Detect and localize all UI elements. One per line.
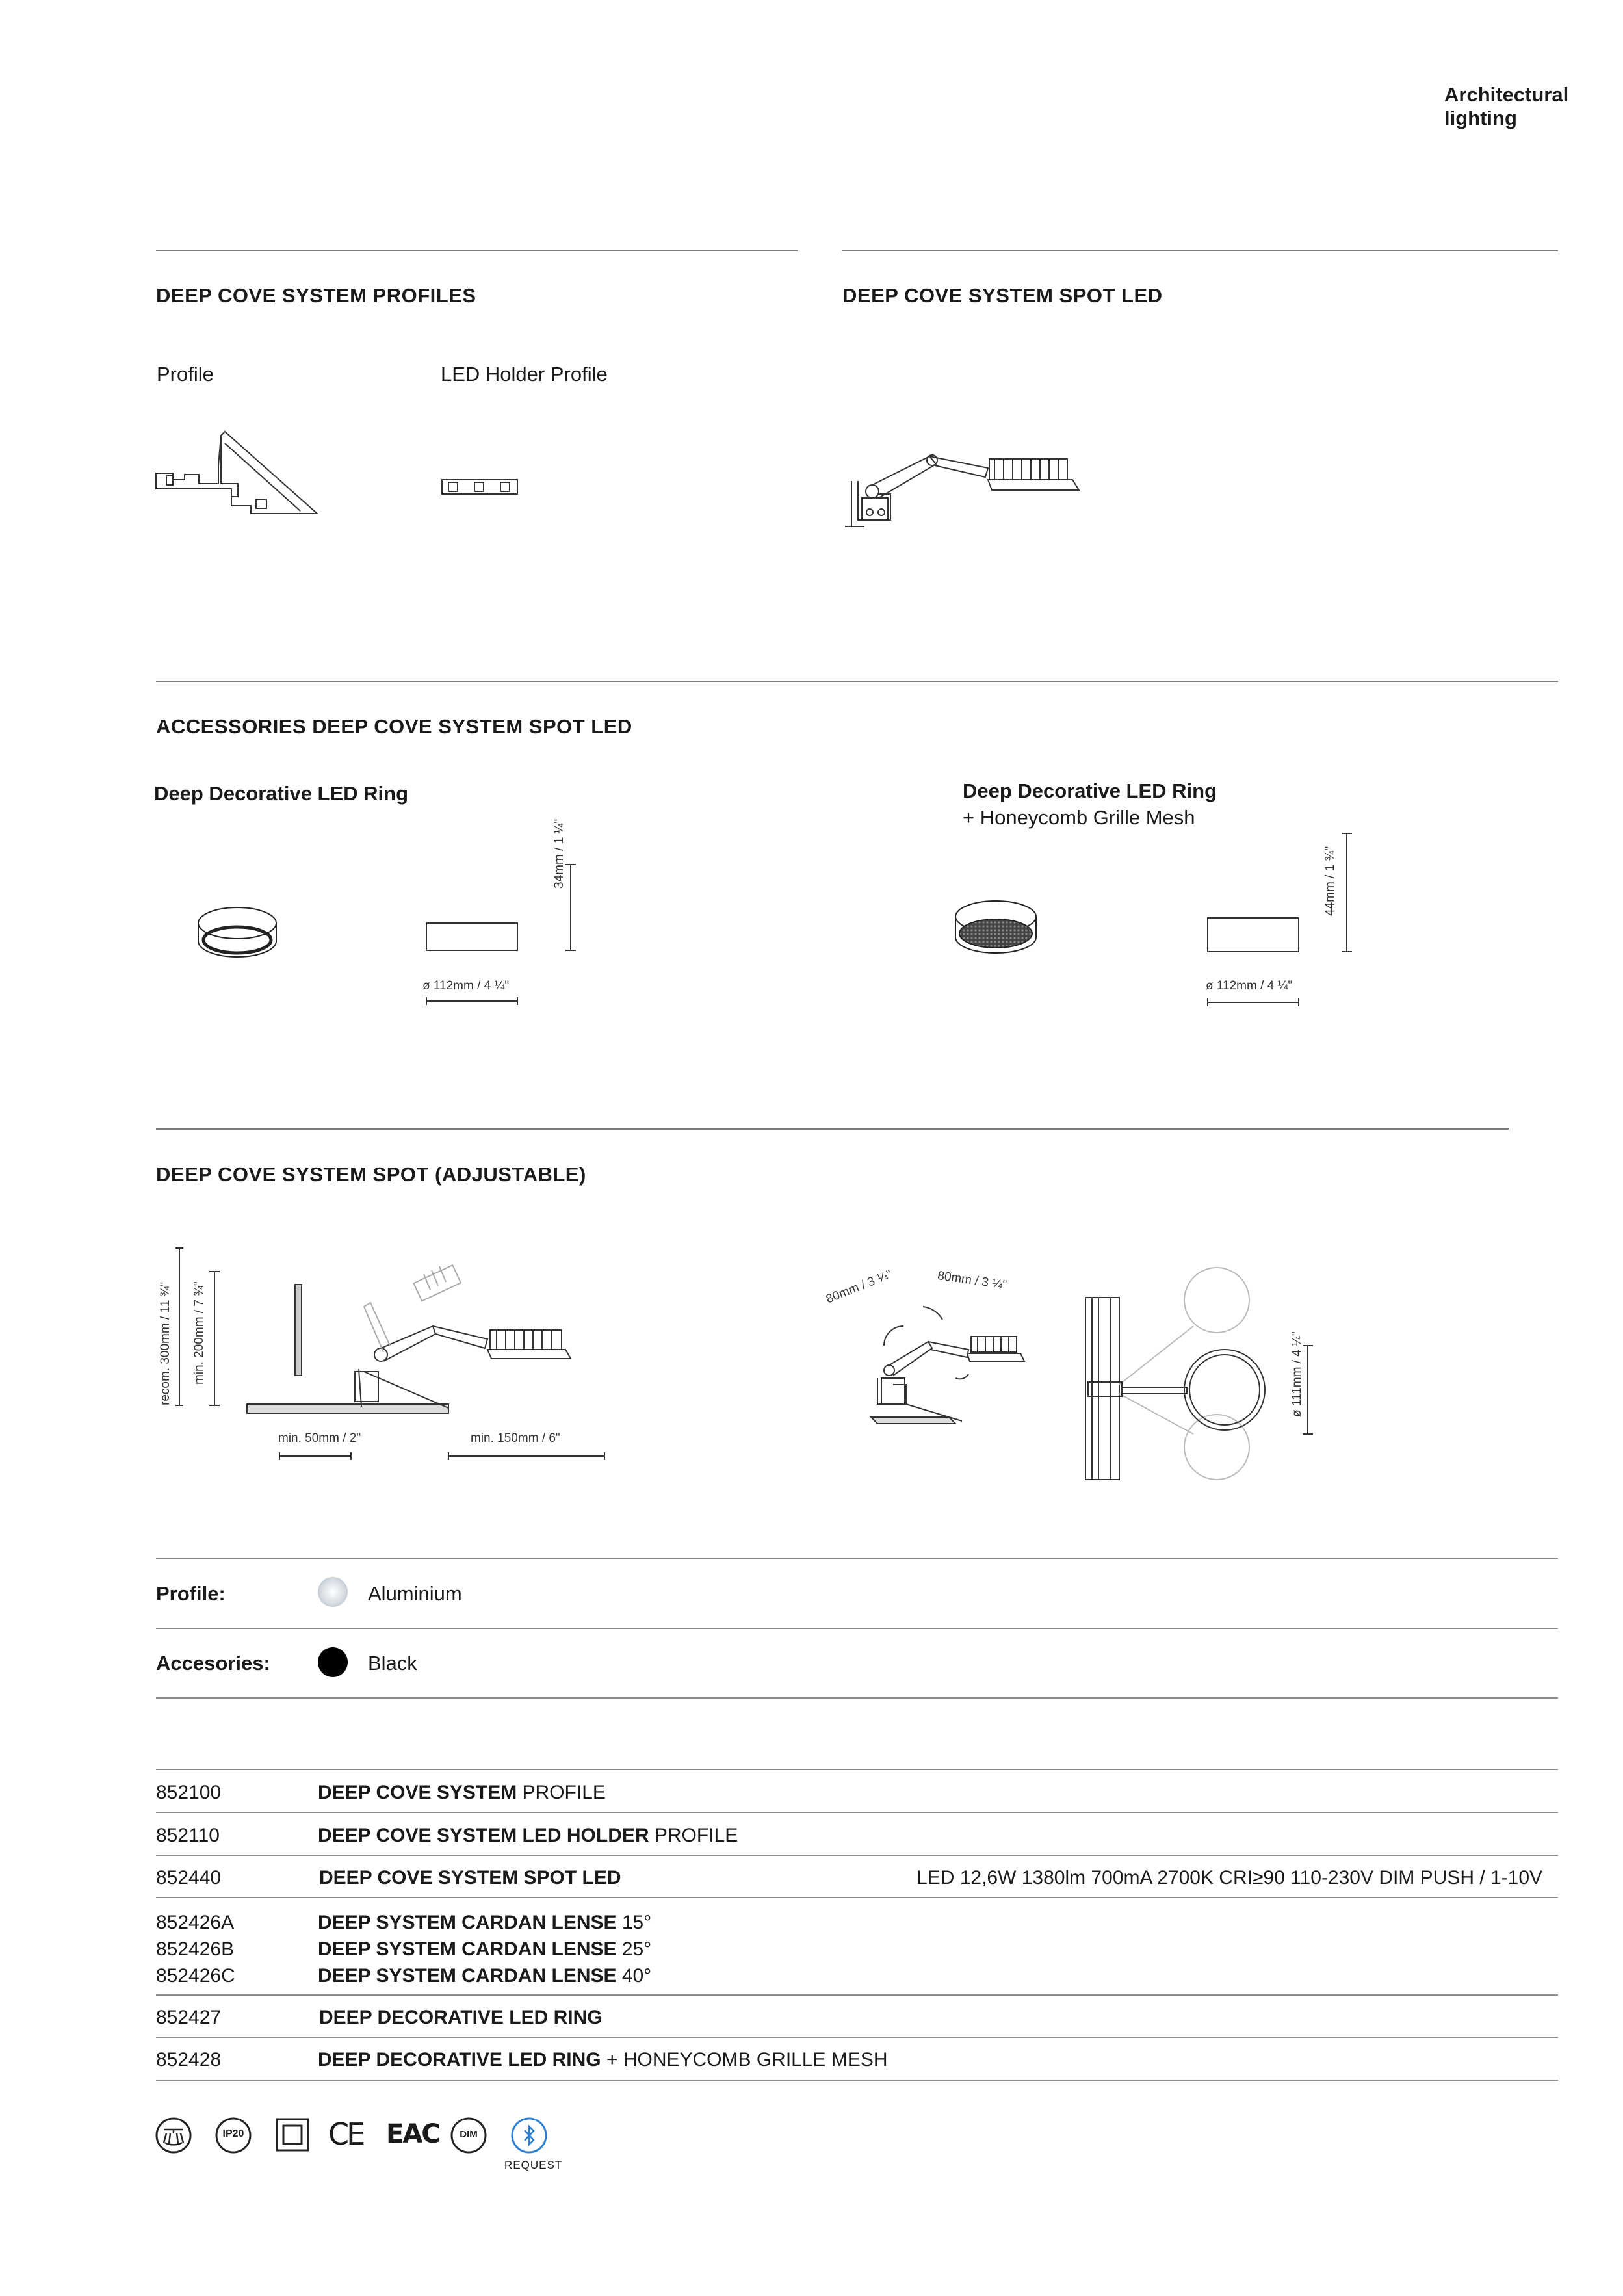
product-spec: LED 12,6W 1380lm 700mA 2700K CRI≥90 110-230V DIM PUSH / 1-10V — [916, 1867, 1543, 1888]
aluminium-swatch — [318, 1577, 348, 1607]
beam-angle-icon — [155, 2117, 192, 2154]
ce-mark-icon: CE — [328, 2117, 363, 2152]
divider-spot-led — [842, 250, 1558, 251]
min200-dim: min. 200mm / 7 ¾" — [192, 1281, 206, 1385]
recom-dim: recom. 300mm / 11 ¾" — [159, 1281, 172, 1405]
product-name: DEEP DECORATIVE LED RING + HONEYCOMB GRILLE MESH — [318, 2049, 888, 2070]
black-swatch — [318, 1647, 348, 1677]
min150-dim: min. 150mm / 6" — [471, 1431, 560, 1445]
product-code: 852427 — [156, 2007, 222, 2028]
ring-mesh-subtitle: + Honeycomb Grille Mesh — [963, 806, 1195, 829]
eac-mark-icon: EAC — [386, 2119, 439, 2149]
divider-finishes-top — [156, 1558, 1558, 1559]
finish-accessories-value: Black — [368, 1652, 417, 1675]
product-name: DEEP DECORATIVE LED RING — [319, 2007, 603, 2028]
finish-profile-value: Aluminium — [368, 1582, 462, 1605]
dim-label: DIM — [460, 2129, 478, 2140]
decorative-ring-drawing — [195, 904, 279, 962]
divider-adjustable — [156, 1128, 1509, 1130]
brand-line-1: Architectural — [1444, 83, 1569, 106]
product-code: 852110 — [156, 1825, 220, 1846]
table-row-divider — [156, 1855, 1558, 1856]
product-code: 852440 — [156, 1867, 222, 1888]
spot-led-drawing — [838, 436, 1092, 546]
product-name: DEEP SYSTEM CARDAN LENSE 25° — [318, 1938, 652, 1960]
profile-label: Profile — [157, 363, 214, 385]
divider-finishes-bottom — [156, 1697, 1558, 1699]
profile-drawing — [153, 429, 322, 520]
spot-led-section-title: DEEP COVE SYSTEM SPOT LED — [842, 284, 1163, 307]
table-row-divider — [156, 1994, 1558, 1996]
product-name: DEEP SYSTEM CARDAN LENSE 40° — [318, 1965, 652, 1987]
brand-line-2: lighting — [1444, 107, 1517, 129]
bluetooth-icon — [510, 2117, 548, 2154]
finish-profile-key: Profile: — [156, 1582, 226, 1605]
product-code: 852426C — [156, 1965, 235, 1987]
divider-table-top — [156, 1769, 1558, 1770]
divider-accessories — [156, 681, 1558, 682]
ring-diameter-dim: ø 112mm / 4 ¼" — [422, 979, 510, 993]
led-holder-profile-drawing — [441, 475, 519, 501]
product-name: DEEP COVE SYSTEM SPOT LED — [319, 1867, 621, 1888]
adjustable-section-title: DEEP COVE SYSTEM SPOT (ADJUSTABLE) — [156, 1163, 586, 1186]
divider-profiles — [156, 250, 798, 251]
ip20-label: IP20 — [222, 2128, 244, 2139]
ring-mesh-title: Deep Decorative LED Ring — [963, 779, 1217, 802]
divider-table-bottom — [156, 2080, 1558, 2081]
brand-title — [1444, 83, 1568, 130]
arm1-dim: 80mm / 3 ¼" — [824, 1267, 894, 1307]
product-code: 852426A — [156, 1912, 235, 1933]
product-code: 852428 — [156, 2049, 222, 2070]
profiles-section-title: DEEP COVE SYSTEM PROFILES — [156, 284, 476, 307]
product-name: DEEP COVE SYSTEM LED HOLDER PROFILE — [318, 1825, 738, 1846]
ring-mesh-diameter-dim: ø 112mm / 4 ¼" — [1206, 979, 1293, 993]
decorative-ring-mesh-drawing — [950, 897, 1041, 962]
product-names — [318, 1909, 651, 1989]
ring-height-dim: 34mm / 1 ¼" — [552, 818, 566, 889]
finish-accessories-key: Accesories: — [156, 1652, 270, 1675]
divider-finishes-mid — [156, 1628, 1558, 1629]
min50-dim: min. 50mm / 2" — [278, 1431, 361, 1445]
ring-title: Deep Decorative LED Ring — [154, 782, 409, 805]
top-view-diameter-dim: ø 111mm / 4 ¼" — [1290, 1331, 1304, 1417]
product-codes — [156, 1909, 235, 1989]
product-code: 852426B — [156, 1938, 235, 1960]
class-ii-icon — [276, 2118, 309, 2152]
accessories-section-title: ACCESSORIES DEEP COVE SYSTEM SPOT LED — [156, 715, 632, 738]
arm2-dim: 80mm / 3 ¼" — [937, 1269, 1008, 1292]
request-label: REQUEST — [504, 2159, 563, 2171]
adjustment-range-drawing — [858, 1294, 1053, 1437]
table-row-divider — [156, 2037, 1558, 2038]
table-row-divider — [156, 1812, 1558, 1813]
led-holder-profile-label: LED Holder Profile — [441, 363, 608, 385]
product-name: DEEP COVE SYSTEM PROFILE — [318, 1782, 606, 1803]
table-row-divider — [156, 1897, 1558, 1898]
product-code: 852100 — [156, 1782, 222, 1803]
ring-mesh-height-dim: 44mm / 1 ¾" — [1323, 846, 1337, 916]
product-name: DEEP SYSTEM CARDAN LENSE 15° — [318, 1912, 652, 1933]
top-view-drawing — [1079, 1255, 1378, 1489]
